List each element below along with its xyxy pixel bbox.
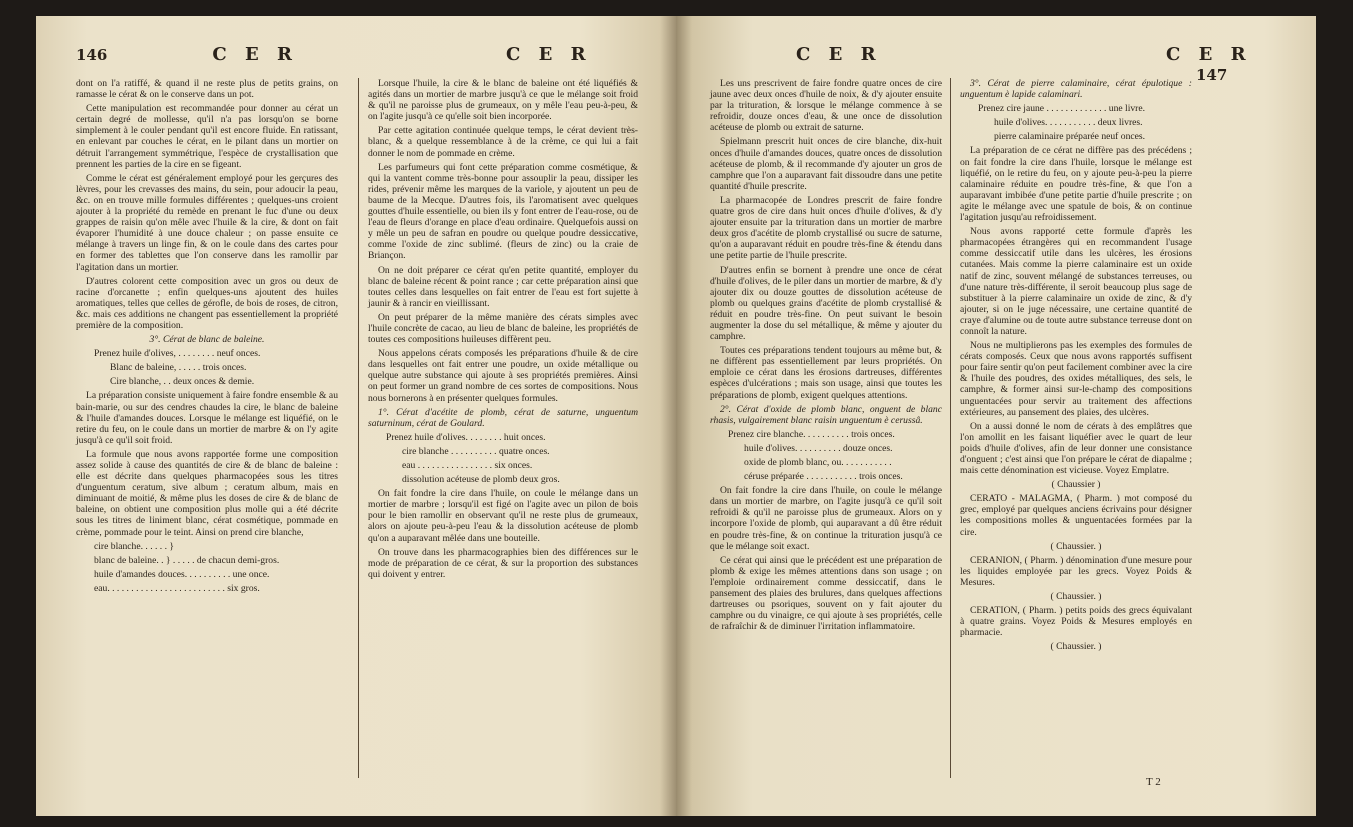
author-credit: ( Chaussier ) [1051, 479, 1101, 491]
paragraph: dont on l'a ratiffé, & quand il ne reste plus de petits grains, on ramasse le cérat & on le conserve dans un pot. [76, 78, 338, 101]
left-running-head-b: C E R [506, 44, 592, 65]
left-page-number: 146 [76, 46, 108, 64]
recipe-line: eau . . . . . . . . . . . . . . . . six onces. [402, 460, 533, 471]
author-credit: ( Chaussier. ) [1050, 641, 1102, 653]
paragraph: Nous ne multiplierons pas les exemples des formules de cérats composés. Ceux que nous avons rapportés suffisent pour faire sentir qu'on peut facilement combiner avec la cire & l'huile des poudres, des oxides métalliques, des sels, le camphre, & former ainsi sur-le-champ des compositions unguentacées pour servir au traitement des affections extérieures, au pansement des plaies, des ulcères. [960, 340, 1192, 418]
recipe-line: Cire blanche, . . deux onces & demie. [110, 376, 255, 388]
right-page-number: 147 [1196, 66, 1228, 84]
right-running-head-b: C E R [1166, 44, 1252, 65]
paragraph: Spielmann prescrit huit onces de cire blanche, dix-huit onces d'huile d'amandes douces, quatre onces de dissolution acéteuse de plomb, & il recommande d'y ajouter un gros de camphre que l'on a auparavant fait dissoudre dans une petite quantité d'huile prescrite. [710, 136, 942, 192]
section-title: 2°. Cérat d'oxide de plomb blanc, onguent de blanc rhasis, vulgairement blanc raisin unguentum è cerussâ. [710, 403, 942, 426]
recipe-line: oxide de plomb blanc, ou. . . . . . . . . . . [744, 457, 892, 468]
left-page [36, 16, 676, 816]
paragraph: Les parfumeurs qui font cette préparation comme cosmétique, & qui la vantent comme très-bonne pour assouplir la peau, dissiper les rides, prévenir même les marques de la variole, y ajoutent un peu de baume de la Mecque. D'autres fois, ils l'aromatisent avec quelques gouttes d'huile essentielle, ou bien ils y font entrer de l'eau-rose, ou de l'eau de fleurs d'orange en place d'eau ordinaire. Quelquefois aussi on y mêle un peu de safran en poudre ou quelque poudre dessiccative, comme l'oxide de zinc sublimé. (fleurs de zinc) ou la craie de Briançon. [368, 161, 638, 262]
left-page-header [76, 44, 298, 65]
right-column-1 [710, 78, 942, 635]
recipe-line: blanc de baleine. . } . . . . . de chacun demi-gros. [94, 554, 280, 566]
paragraph: La préparation de ce cérat ne diffère pas des précédens ; on fait fondre la cire dans l'huile, lorsque le mélange est liquéfié, on le retire du feu, on y ajoute peu-à-peu la pierre calaminaire réduite en poudre très-fine, & que l'on a auparavant imbibée d'une petite partie d'huile prescrite ; on agite le mélange avec une spatule de bois, & on continue l'agitation jusqu'au refroidissement. [960, 145, 1192, 224]
recipe-line: Prenez huile d'olives. . . . . . . . huit onces. [386, 431, 546, 443]
recipe-line: huile d'olives. . . . . . . . . . . deux livres. [994, 117, 1143, 129]
right-running-head-a: C E R [796, 44, 882, 65]
paragraph: On trouve dans les pharmacographies bien des différences sur le mode de préparation de ce cérat, & sur la proportion des substances qui doivent y entrer. [368, 546, 638, 580]
column-rule [950, 78, 951, 778]
recipe-line: huile d'olives. . . . . . . . . . douze onces. [744, 442, 893, 454]
right-column-2 [960, 78, 1192, 656]
section-title: 1°. Cérat d'acétite de plomb, cérat de saturne, unguentum saturninum, cérat de Goulard. [368, 406, 638, 429]
paragraph: Ce cérat qui ainsi que le précédent est une préparation de plomb & exige les mêmes attentions dans son usage ; on l'emploie ordinairement comme dessiccatif, dans le pansement des plaies des brulures, dans quelques affections dartreuses ou psoriques, souvent on y fait ajouter du camphre ou du vinaigre, ce qui ajoute à ses propriétés, celle de rafraîchir & de diminuer l'irritation inflammatoire. [710, 554, 942, 633]
recipe-line: cire blanche . . . . . . . . . . quatre onces. [402, 445, 550, 457]
paragraph: Lorsque l'huile, la cire & le blanc de baleine ont été liquéfiés & agités dans un mortier de marbre jusqu'à ce que le mélange soit froid & qu'il ne paroisse plus de grumeaux, on y mêle l'eau peu-à-peu, & on l'agite jusqu'à ce qu'elle soit bien incorporée. [368, 78, 638, 123]
book-gutter [660, 16, 692, 816]
recipe-line: Blanc de baleine, . . . . . trois onces. [110, 362, 247, 374]
paragraph: La pharmacopée de Londres prescrit de faire fondre quatre gros de cire dans huit onces d'huile d'olives, & d'y ajouter ensuite par la trituration dans un mortier de marbre deux gros d'acétite de plomb crystallisé ou sucre de saturne, qu'on a auparavant réduit en poudre très-fine & étendu dans une petite partie de l'huile prescrite. [710, 194, 942, 262]
paragraph: Nous avons rapporté cette formule d'après les pharmacopées étrangères qui en recommandent l'usage comme dessiccatif utile dans les ulcères, les érosions cutanées. Mais comme la pierre calaminaire est un oxide natif de zinc, souvent mélangé de substances terreuses, ou d'une nature très-différente, il seroit beaucoup plus sage de substituer à la pierre calaminaire un oxide de zinc, & d'y ajouter, si on le juge nécessaire, une certaine quantité de craye d'alumine ou de toute autre substance terreuse dont on connoît la nature. [960, 226, 1192, 337]
paragraph: On fait fondre la cire dans l'huile, on coule le mélange dans un mortier de marbre, on l'agite jusqu'à ce qu'il soit refroidi & qu'il ne paroisse plus de grumeaux. Alors on y incorpore l'oxide de plomb, qui auparavant a dû être réduit en poudre très-fine, & on continue la trituration jusqu'à ce que le mélange soit exact. [710, 485, 942, 552]
recipe-line: Prenez huile d'olives, . . . . . . . . neuf onces. [94, 348, 261, 360]
recipe-line: eau. . . . . . . . . . . . . . . . . . . . . . . . . six gros. [94, 582, 260, 594]
paragraph: Comme le cérat est généralement employé pour les gerçures des lèvres, pour les crevasses des mains, du sein, pour adoucir la peau, &c. on en trouve mille formules différentes ; quelques-uns croient ajouter à la propriété du remède en prenant le fuc d'une ou deux grappes de raisin qu'on mêle avec l'huile & la cire, & dont on fait évaporer l'humidité à une douce chaleur ; on passe ensuite ce mélange à travers un linge fin, & on le coule dans des cartes pour en former des tablettes que l'on conserve dans les ramollir par l'agitation dans un mortier. [76, 172, 338, 273]
recipe-line: cire blanche. . . . . . } [94, 540, 174, 552]
paragraph: Nous appelons cérats composés les préparations d'huile & de cire dans lesquelles ont fait entrer une poudre, un oxide métallique ou quelque autre substance qui ajoute à ses propriétés premières. Ainsi on peut former un grand nombre de ces sortes de compositions. Nous nous bornerons à en présenter quelques formules. [368, 348, 638, 404]
left-column-1 [76, 78, 338, 597]
recipe-line: Prenez cire jaune . . . . . . . . . . . . . une livre. [978, 103, 1146, 115]
entry-cerato-malagma: CERATO - MALAGMA, ( Pharm. ) mot composé du grec, employé par quelques anciens écrivains pour désigner les compositions molles & unguentacées formées par la cire. [960, 493, 1192, 538]
section-title: 3°. Cérat de blanc de baleine. [149, 334, 265, 346]
author-credit: ( Chaussier. ) [1050, 591, 1102, 603]
right-page [676, 16, 1316, 816]
recipe-line: pierre calaminaire préparée neuf onces. [994, 131, 1146, 143]
recipe-line: huile d'amandes douces. . . . . . . . . . une once. [94, 568, 270, 580]
paragraph: D'autres enfin se bornent à prendre une once de cérat d'huile d'olives, de le piler dans un mortier de marbre, & d'y ajouter dix ou douze gouttes de dissolution acéteuse de plomb ou quelques grains d'acétite de plomb crystallisé & réduit en poudre très-fine. On peut suivant le besoin augmenter la dose du sel métallique, & même y ajouter du camphre. [710, 264, 942, 343]
paragraph: D'autres colorent cette composition avec un gros ou deux de racine d'orcanette ; enfin quelques-uns ajoutent des huiles aromatiques, telles que celles de gérofle, de bois de roses, de citron, &c. mais ces additions ne changent pas essentiellement la propriété première de la composition. [76, 275, 338, 331]
paragraph: Par cette agitation continuée quelque temps, le cérat devient très-blanc, & a quelque ressemblance à de la crème, ce qui lui a fait donner le nom de pommade en crème. [368, 125, 638, 159]
paragraph: On a aussi donné le nom de cérats à des emplâtres que l'on amollit en les faisant liquéfier avec le quart de leur poids d'huile d'olives, afin de leur donner une consistance d'onguent ; c'est ainsi que l'on prépare le cérat de diapalme ; mais cette dénomination est vicieuse. Voyez Emplatre. [960, 420, 1192, 477]
recipe-line: Prenez cire blanche. . . . . . . . . . trois onces. [728, 428, 895, 440]
paragraph: On peut préparer de la même manière des cérats simples avec l'huile concrète de cacao, au lieu de blanc de baleine, les propriétés de toutes ces compositions huileuses diffèrent peu. [368, 311, 638, 346]
entry-cerasion: CERATION, ( Pharm. ) petits poids des grecs équivalant à quatre grains. Voyez Poids & Mesures employés en pharmacie. [960, 605, 1192, 639]
left-running-head-b-wrap [506, 44, 592, 65]
paragraph: On ne doit préparer ce cérat qu'en petite quantité, employer du blanc de baleine récent & point rance ; car cette préparation ainsi que toutes celles dans lesquelles on fait entrer de l'eau est fort sujette à jaunir & à rancir en vieillissant. [368, 264, 638, 309]
signature-mark: T 2 [1146, 776, 1161, 788]
entry-ceranion: CERANION, ( Pharm. ) dénomination d'une mesure pour les liquides employée par les grecs. Voyez Poids & Mesures. [960, 554, 1192, 588]
paragraph: On fait fondre la cire dans l'huile, on coule le mélange dans un mortier de marbre ; lorsqu'il est figé on l'agite avec un pilon de bois pour le bien ramollir en observant qu'il ne reste plus de grumeaux, alors on ajoute peu-à-peu l'eau & la dissolution acéteuse de plomb qu'on a auparavant mêlée dans une bouteille. [368, 488, 638, 544]
paragraph: Toutes ces préparations tendent toujours au même but, & ne diffèrent pas essentiellement par leurs propriétés. On emploie ce cérat dans les érosions dartreuses, différentes espèces d'ulcérations ; mais son usage, ainsi que toutes les préparations de plomb, exigent quelques attentions. [710, 345, 942, 401]
author-credit: ( Chaussier. ) [1050, 540, 1102, 552]
left-column-2 [368, 78, 638, 583]
paragraph: La préparation consiste uniquement à faire fondre ensemble & au bain-marie, ou sur des cendres chaudes la cire, le blanc de baleine & l'huile d'amandes douces. Lorsque le mélange est liquéfié, on le retire du feu, on le coule dans un mortier de marbre & on l'y agite jusqu'à ce qu'il soit froid. [76, 390, 338, 446]
paragraph: Cette manipulation est recommandée pour donner au cérat un certain degré de mollesse, qu'il n'a pas lorsqu'on se borne simplement à le couler pendant qu'il est encore fluide. En ratissant, en enlevant par couches le cérat, en le pilant dans un mortier on détruit l'arrangement symmétrique, l'espèce de crystallisation que prennent les parties de la cire en se figeant. [76, 103, 338, 170]
recipe-line: dissolution acéteuse de plomb deux gros. [402, 474, 560, 486]
recipe-line: céruse préparée . . . . . . . . . . . trois onces. [744, 471, 903, 483]
paragraph: Les uns prescrivent de faire fondre quatre onces de cire jaune avec deux onces d'huile de noix, & d'y ajouter ensuite par la trituration, & lorsque le mélange commence à se refroidir, douze onces d'eau, & une once de dissolution acéteuse de plomb ou extrait de saturne. [710, 78, 942, 134]
right-running-head-a-wrap [796, 44, 882, 65]
paragraph: La formule que nous avons rapportée forme une composition assez solide à cause des quantités de cire & de blanc de baleine : elle est décrite dans quelques pharmacopées sous les titres d'unguentum ceratum, sive album ; ceratum album, mais en diminuant de moitié, & même plus les doses de cire & de blanc de baleine, on obtient une composition plus molle qui a été décrite sous les titres de liniment blanc, cérat cosmétique, pommade en crème, pommade pour le teint. Ainsi on prend cire blanche, [76, 448, 338, 538]
section-title: 3°. Cérat de pierre calaminaire, cérat épulotique : unguentum è lapide calaminari. [960, 78, 1192, 101]
left-running-head-a: C E R [212, 44, 298, 65]
column-rule [358, 78, 359, 778]
